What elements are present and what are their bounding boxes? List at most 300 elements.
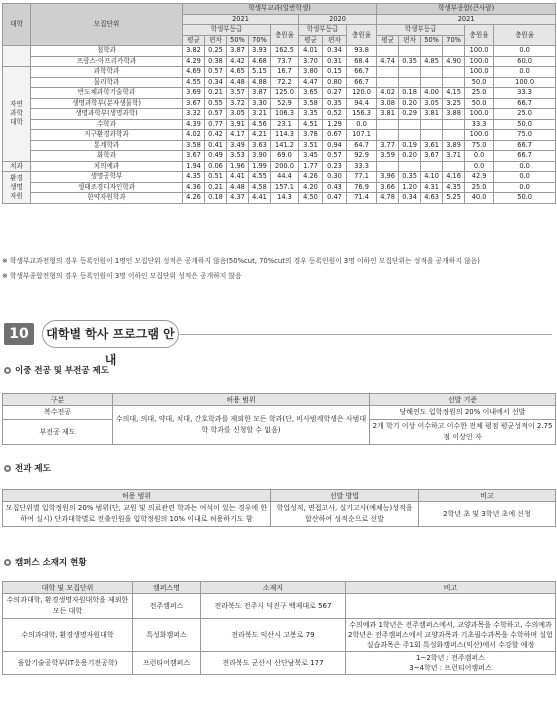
score-cell: 25.0 [465, 88, 494, 99]
score-cell: 3.81 [421, 109, 443, 120]
score-cell: 75.0 [494, 130, 556, 141]
section-number: 10 [4, 323, 34, 345]
section-title: 대학별 학사 프로그램 안내 [42, 320, 179, 348]
score-cell: 0.57 [323, 151, 347, 162]
score-cell: 50.0 [494, 119, 556, 130]
score-cell: 4.02 [377, 88, 399, 99]
table-row [3, 46, 556, 57]
score-cell [443, 67, 465, 78]
table-row [3, 172, 556, 183]
score-cell: 4.01 [299, 46, 323, 57]
grade-label: 학생부등급 [299, 25, 347, 36]
score-cell: 4.16 [443, 172, 465, 183]
score-cell: 0.67 [323, 130, 347, 141]
score-cell: 3.89 [443, 140, 465, 151]
score-cell: 3.51 [299, 140, 323, 151]
campus-address: 전라북도 전주시 덕진구 백제대로 567 [201, 594, 346, 619]
score-cell: 100.0 [465, 130, 494, 141]
score-cell: 4.51 [299, 119, 323, 130]
score-cell: 0.21 [205, 182, 227, 193]
col-unit: 모집단위 [31, 4, 183, 46]
score-cell: 3.90 [249, 151, 271, 162]
score-cell: 3.70 [299, 56, 323, 67]
score-cell: 4.42 [227, 56, 249, 67]
circle-bullet-icon [4, 367, 11, 374]
score-cell [421, 119, 443, 130]
score-cell: 0.52 [323, 109, 347, 120]
score-cell: 0.41 [205, 140, 227, 151]
unit-name: 한약자원학과 [31, 193, 183, 204]
p50-label: 50% [227, 35, 249, 46]
p70-label: 70% [443, 35, 465, 46]
notes [2, 256, 555, 282]
score-cell: 3.87 [249, 88, 271, 99]
score-cell: 3.30 [249, 98, 271, 109]
table-row [3, 130, 556, 141]
score-cell: 106.3 [271, 109, 299, 120]
unit-name: 치의예과 [31, 161, 183, 172]
type-minor: 부전공 제도 [3, 420, 113, 445]
score-cell: 4.29 [183, 56, 205, 67]
score-cell: 4.31 [421, 182, 443, 193]
table-row [3, 88, 556, 99]
unit-name: 수학과 [31, 119, 183, 130]
score-cell [377, 130, 399, 141]
score-cell: 0.43 [323, 182, 347, 193]
score-cell: 0.0 [347, 119, 377, 130]
score-cell: 0.0 [494, 172, 556, 183]
table-row [3, 182, 556, 193]
score-cell: 0.31 [323, 56, 347, 67]
col-campus: 캠퍼스명 [133, 582, 201, 594]
unit-name: 생명과학부(생명과학) [31, 109, 183, 120]
col-range: 허용 범위 [113, 394, 370, 406]
score-cell: 0.20 [399, 151, 421, 162]
score-cell: 4.90 [443, 56, 465, 67]
score-cell: 3.69 [183, 88, 205, 99]
ratio-label: 충원율 [271, 25, 299, 46]
table-row [3, 77, 556, 88]
score-cell: 73.7 [271, 56, 299, 67]
score-cell [377, 77, 399, 88]
score-cell: 4.85 [421, 56, 443, 67]
score-cell: 3.67 [183, 151, 205, 162]
score-cell: 42.9 [465, 172, 494, 183]
score-cell: 33.3 [347, 161, 377, 172]
score-cell: 4.68 [249, 56, 271, 67]
score-cell: 4.17 [227, 130, 249, 141]
col-type: 구분 [3, 394, 113, 406]
year-2021: 2021 [183, 14, 299, 25]
score-cell: 0.35 [323, 98, 347, 109]
double-major-table [2, 393, 556, 445]
score-cell: 66.7 [494, 140, 556, 151]
score-cell: 0.18 [205, 193, 227, 204]
score-cell: 4.39 [183, 119, 205, 130]
score-cell: 4.00 [421, 88, 443, 99]
score-cell: 4.78 [377, 193, 399, 204]
note-1: ※ 학생부교과전형의 경우 등록인원이 1명인 모집단위 성적은 공개하지 않음(50%cut, 70%cut의 경우 등록인원이 3명 이하인 모집단위는 성적을 공개하지 않음) [2, 257, 480, 265]
ratio-label: 충원율 [347, 25, 377, 46]
score-cell: 3.80 [299, 67, 323, 78]
score-cell: 0.35 [399, 56, 421, 67]
type-double: 복수전공 [3, 406, 113, 420]
table-row [3, 193, 556, 204]
circle-bullet-icon [4, 465, 11, 472]
score-cell: 100.0 [465, 67, 494, 78]
score-cell: 3.91 [227, 119, 249, 130]
score-cell: 3.82 [183, 46, 205, 57]
score-cell: 64.7 [347, 140, 377, 151]
score-cell: 5.25 [443, 193, 465, 204]
score-cell [421, 67, 443, 78]
score-cell: 3.81 [377, 109, 399, 120]
score-cell: 3.57 [227, 88, 249, 99]
score-cell: 66.7 [347, 77, 377, 88]
campus-unit: 융합기술공학부(IT응용기전공학) [3, 652, 133, 675]
score-cell: 92.9 [347, 151, 377, 162]
score-cell: 3.67 [421, 151, 443, 162]
score-cell: 114.3 [271, 130, 299, 141]
score-cell [421, 130, 443, 141]
score-cell: 0.15 [323, 67, 347, 78]
campus-heading [4, 556, 87, 568]
col-address: 소재지 [201, 582, 346, 594]
score-cell: 0.23 [323, 161, 347, 172]
score-cell: 156.3 [347, 109, 377, 120]
score-cell: 3.67 [183, 98, 205, 109]
score-cell: 4.58 [249, 182, 271, 193]
score-cell: 3.78 [299, 130, 323, 141]
score-cell: 4.15 [443, 88, 465, 99]
score-cell: 0.21 [205, 88, 227, 99]
score-cell [377, 119, 399, 130]
score-cell: 0.0 [465, 161, 494, 172]
score-cell: 3.93 [249, 46, 271, 57]
unit-name: 생명과학부(분자생물학) [31, 98, 183, 109]
section-header [4, 320, 552, 367]
note-2: ※ 학생부종합전형의 경우 등록인원이 3명 이하인 모집단위 성적은 공개하지 않음 [2, 272, 242, 280]
score-cell: 0.51 [205, 172, 227, 183]
table-row [3, 161, 556, 172]
transfer-range: 모집단위별 입학정원의 20% 범위(단, 교원 및 의료관련 학과는 여석이 있는 경우에 한하여 실시) 단과대학별로 전출인원을 입학정원의 10% 이내로 허용하기도 함 [3, 502, 271, 527]
col-method: 선발 방법 [271, 490, 419, 502]
score-cell: 3.05 [421, 98, 443, 109]
score-cell: 4.10 [421, 172, 443, 183]
score-cell: 33.3 [465, 119, 494, 130]
section-divider [179, 334, 552, 335]
score-cell: 0.34 [205, 77, 227, 88]
score-cell: 3.66 [377, 182, 399, 193]
score-cell: 0.38 [205, 56, 227, 67]
campus-table [2, 581, 556, 675]
score-cell: 4.55 [249, 172, 271, 183]
score-cell: 100.0 [465, 109, 494, 120]
score-cell: 4.37 [227, 193, 249, 204]
score-cell: 4.36 [183, 182, 205, 193]
grade-label: 학생부등급 [377, 25, 465, 36]
score-cell: 0.49 [205, 151, 227, 162]
campus-unit: 수의과대학, 환경생명자원대학 [3, 619, 133, 652]
score-cell: 0.77 [205, 119, 227, 130]
unit-name: 화학과 [31, 151, 183, 162]
score-cell: 125.0 [271, 88, 299, 99]
score-cell: 4.56 [249, 119, 271, 130]
col-range: 허용 범위 [3, 490, 271, 502]
col-criteria: 선발 기준 [370, 394, 556, 406]
unit-name: 지구환경과학과 [31, 130, 183, 141]
score-cell: 100.0 [465, 46, 494, 57]
score-cell: 3.63 [249, 140, 271, 151]
score-cell: 0.27 [323, 88, 347, 99]
score-cell: 93.8 [347, 46, 377, 57]
ratio-label: 충원율 [494, 25, 556, 46]
score-cell: 3.08 [377, 98, 399, 109]
score-cell: 0.19 [399, 140, 421, 151]
score-cell: 4.55 [183, 77, 205, 88]
score-cell: 4.02 [183, 130, 205, 141]
score-cell [443, 161, 465, 172]
score-cell: 3.05 [227, 109, 249, 120]
unit-name: 반도체과학기술학과 [31, 88, 183, 99]
score-cell: 107.1 [347, 130, 377, 141]
campus-note: 1~2학년 : 전주캠퍼스 3~4학년 : 프런티어캠퍼스 [346, 652, 556, 675]
score-cell: 72.2 [271, 77, 299, 88]
score-cell: 3.96 [377, 172, 399, 183]
unit-name: 생태조경디자인학과 [31, 182, 183, 193]
score-cell: 0.18 [399, 88, 421, 99]
transfer-title: 전과 제도 [15, 464, 51, 474]
transfer-method: 학업성적, 면접고사, 실기고사(예체능)성적을 합산하여 성적순으로 선발 [271, 502, 419, 527]
table-row [3, 67, 556, 78]
score-cell: 0.34 [323, 46, 347, 57]
score-cell: 50.0 [465, 98, 494, 109]
p50-label: 50% [421, 35, 443, 46]
score-cell [443, 46, 465, 57]
score-cell: 68.4 [347, 56, 377, 67]
score-cell: 4.63 [421, 193, 443, 204]
score-cell: 0.0 [494, 182, 556, 193]
year-2021: 2021 [377, 14, 556, 25]
score-cell: 4.26 [183, 193, 205, 204]
score-cell: 3.58 [299, 98, 323, 109]
score-cell: 76.9 [347, 182, 377, 193]
table-row [3, 151, 556, 162]
score-cell: 3.53 [227, 151, 249, 162]
score-cell: 3.61 [421, 140, 443, 151]
college-name [3, 46, 31, 67]
score-cell: 0.47 [323, 193, 347, 204]
campus-title: 캠퍼스 소재지 현황 [15, 558, 87, 568]
score-cell: 0.35 [399, 172, 421, 183]
col-unit: 대학 및 모집단위 [3, 582, 133, 594]
campus-name: 전주캠퍼스 [133, 594, 201, 619]
score-cell: 3.77 [377, 140, 399, 151]
score-cell: 4.50 [299, 193, 323, 204]
unit-name: 물리학과 [31, 77, 183, 88]
score-cell: 0.0 [494, 161, 556, 172]
score-cell [399, 77, 421, 88]
double-major-heading [4, 364, 109, 376]
score-cell: 14.3 [271, 193, 299, 204]
score-cell: 50.0 [494, 193, 556, 204]
score-cell: 3.35 [299, 109, 323, 120]
score-cell [421, 46, 443, 57]
college-name: 치과 [3, 161, 31, 172]
score-cell: 50.0 [465, 77, 494, 88]
year-2020: 2020 [299, 14, 377, 25]
score-cell [377, 46, 399, 57]
score-cell: 141.2 [271, 140, 299, 151]
score-cell: 23.1 [271, 119, 299, 130]
col-note: 비고 [346, 582, 556, 594]
grade-label: 학생부등급 [183, 25, 271, 36]
range-text: 수의대, 의대, 약대, 치대, 간호학과를 제외한 모든 학과(단, 비사범계학생은 사범대학 학과를 신청할 수 없음) [113, 406, 370, 445]
score-cell: 1.77 [299, 161, 323, 172]
score-cell: 3.72 [227, 98, 249, 109]
transfer-heading [4, 462, 51, 474]
score-cell: 157.1 [271, 182, 299, 193]
score-cell [399, 46, 421, 57]
score-cell: 25.0 [465, 182, 494, 193]
score-cell: 71.4 [347, 193, 377, 204]
score-cell: 4.41 [249, 193, 271, 204]
score-cell: 4.35 [443, 182, 465, 193]
circle-bullet-icon [4, 559, 11, 566]
sd-label: 편차 [323, 35, 347, 46]
score-cell: 3.45 [299, 151, 323, 162]
table-row [3, 140, 556, 151]
campus-note: 수의예과 1학년은 전주캠퍼스에서, 교양과목을 수학하고, 수의예과 2학년은 전주캠퍼스에서 교양과목과 기초필수과목을 수학하며 실험실습과목은 주1회 특성화캠퍼스(익산)에서 수강할 예정 [346, 619, 556, 652]
score-cell [421, 77, 443, 88]
score-cell: 0.55 [205, 98, 227, 109]
score-cell: 0.94 [323, 140, 347, 151]
score-cell: 4.26 [299, 172, 323, 183]
score-cell: 69.0 [271, 151, 299, 162]
score-cell: 4.74 [377, 56, 399, 67]
sd-label: 편차 [399, 35, 421, 46]
score-cell: 0.20 [399, 98, 421, 109]
table-row [3, 109, 556, 120]
score-cell: 3.21 [249, 109, 271, 120]
score-cell: 44.4 [271, 172, 299, 183]
campus-unit: 수의과대학, 환경생명자원대학을 제외한 모든 대학 [3, 594, 133, 619]
score-cell: 5.15 [249, 67, 271, 78]
score-cell: 77.1 [347, 172, 377, 183]
score-cell: 4.48 [227, 182, 249, 193]
score-cell [443, 130, 465, 141]
score-cell: 4.20 [299, 182, 323, 193]
campus-name: 프런티어캠퍼스 [133, 652, 201, 675]
score-cell: 3.88 [443, 109, 465, 120]
score-cell: 100.0 [494, 77, 556, 88]
campus-note [346, 594, 556, 619]
score-cell: 4.35 [183, 172, 205, 183]
score-cell: 60.0 [494, 56, 556, 67]
score-cell: 3.87 [227, 46, 249, 57]
score-cell: 3.59 [377, 151, 399, 162]
score-cell [399, 67, 421, 78]
score-cell: 66.7 [494, 98, 556, 109]
mean-label: 평균 [183, 35, 205, 46]
score-cell [421, 161, 443, 172]
score-cell: 33.3 [494, 88, 556, 99]
score-cell [377, 161, 399, 172]
score-cell: 3.65 [299, 88, 323, 99]
score-cell: 3.32 [183, 109, 205, 120]
col-note: 비고 [419, 490, 556, 502]
unit-name: 프랑스·아프리카학과 [31, 56, 183, 67]
unit-name: 과학학과 [31, 67, 183, 78]
score-cell: 120.0 [347, 88, 377, 99]
score-cell: 0.80 [323, 77, 347, 88]
score-cell: 4.47 [299, 77, 323, 88]
score-cell: 3.58 [183, 140, 205, 151]
group-comprehensive: 학생부종합(큰사람) [377, 4, 556, 15]
score-cell [443, 77, 465, 88]
college-name: 환경 생명 자원 [3, 172, 31, 204]
transfer-table [2, 489, 556, 527]
table-row [3, 119, 556, 130]
score-cell: 66.7 [347, 67, 377, 78]
score-cell: 52.9 [271, 98, 299, 109]
score-cell: 16.7 [271, 67, 299, 78]
score-cell [399, 119, 421, 130]
score-cell: 4.41 [227, 172, 249, 183]
unit-name: 통계학과 [31, 140, 183, 151]
criteria-double: 당해연도 입학정원의 20% 이내에서 선발 [370, 406, 556, 420]
table-row [3, 98, 556, 109]
score-cell [377, 67, 399, 78]
score-cell: 0.06 [205, 161, 227, 172]
ratio-label: 충원율 [465, 25, 494, 46]
double-major-title: 이중 전공 및 부전공 제도 [15, 366, 109, 376]
unit-name: 철학과 [31, 46, 183, 57]
campus-address: 전라북도 익산시 고봉로 79 [201, 619, 346, 652]
score-cell: 0.57 [205, 109, 227, 120]
p70-label: 70% [249, 35, 271, 46]
score-cell: 1.94 [183, 161, 205, 172]
score-cell: 162.5 [271, 46, 299, 57]
score-cell: 75.0 [465, 140, 494, 151]
score-table-body [3, 46, 556, 204]
score-cell: 3.25 [443, 98, 465, 109]
mean-label: 평균 [299, 35, 323, 46]
score-cell: 0.57 [205, 67, 227, 78]
score-cell: 100.0 [465, 56, 494, 67]
score-cell: 94.4 [347, 98, 377, 109]
score-cell: 1.99 [249, 161, 271, 172]
score-cell: 0.29 [399, 109, 421, 120]
score-cell: 3.71 [443, 151, 465, 162]
group-general: 학생부교과(일반학생) [183, 4, 377, 15]
col-college: 대학 [3, 4, 31, 46]
score-cell: 1.20 [399, 182, 421, 193]
score-cell: 4.65 [227, 67, 249, 78]
score-cell: 0.0 [494, 67, 556, 78]
campus-address: 전라북도 군산시 산단남북로 177 [201, 652, 346, 675]
score-cell [443, 119, 465, 130]
admission-score-table [2, 3, 556, 204]
score-cell: 4.48 [227, 77, 249, 88]
score-cell: 66.7 [494, 151, 556, 162]
score-cell: 4.88 [249, 77, 271, 88]
transfer-note: 2학년 초 및 3학년 초에 신청 [419, 502, 556, 527]
score-cell [399, 161, 421, 172]
unit-name: 생명공학부 [31, 172, 183, 183]
table-row [3, 56, 556, 67]
score-cell: 3.49 [227, 140, 249, 151]
